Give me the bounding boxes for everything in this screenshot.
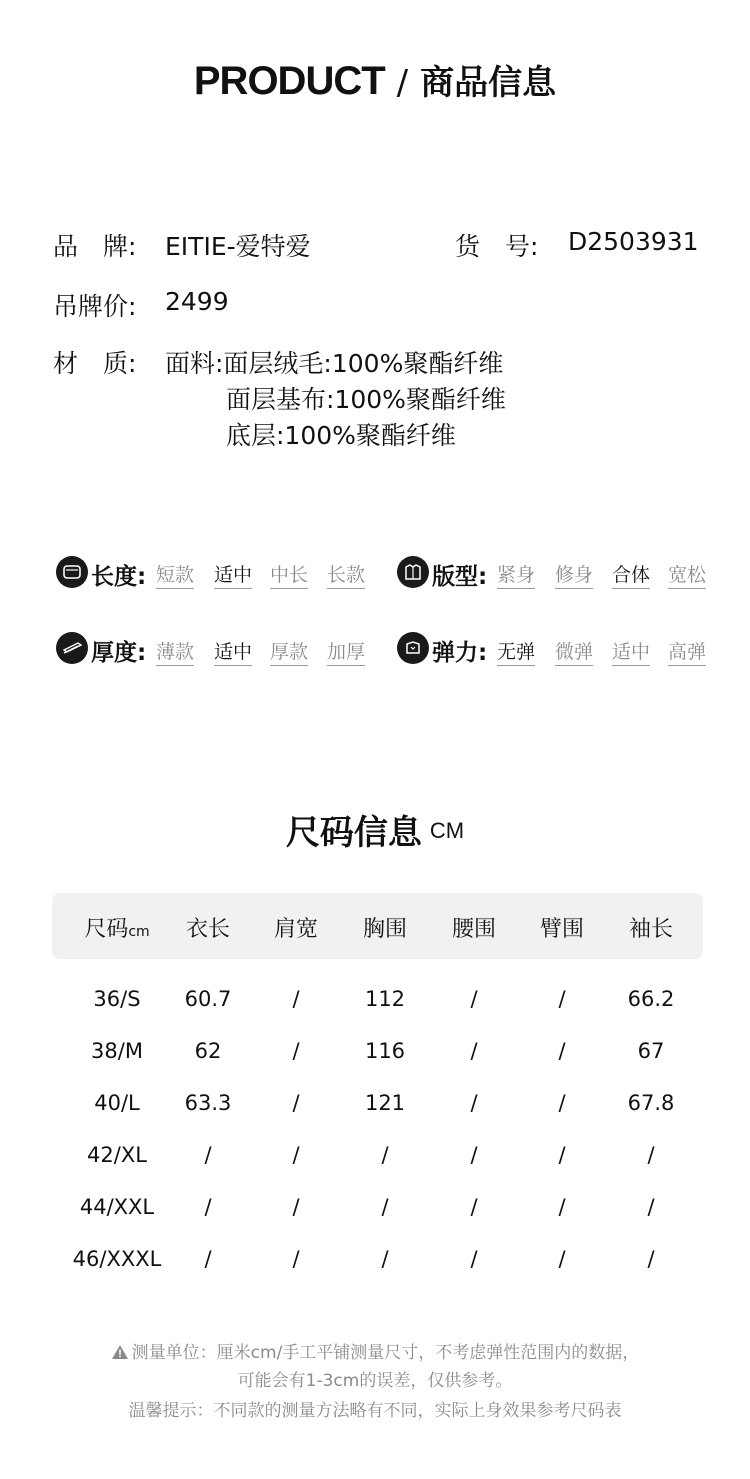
page-title xyxy=(0,55,750,104)
fit-label: 版型: xyxy=(432,564,488,590)
header-label: 腰围 xyxy=(451,917,496,942)
size-table-header-cell xyxy=(512,912,612,943)
thickness-label: 厚度: xyxy=(91,640,147,666)
size-table-cell: / xyxy=(470,1195,478,1219)
title-chinese: 商品信息 xyxy=(420,63,557,103)
header-label: 袖长 xyxy=(628,917,673,942)
title-separator: / xyxy=(396,63,409,103)
size-table-cell: / xyxy=(558,1195,566,1219)
warning-icon xyxy=(111,1344,129,1360)
brand-label: 品 牌: xyxy=(53,232,137,261)
size-table-cell: 121 xyxy=(364,1091,406,1115)
elasticity-icon xyxy=(397,632,429,664)
elasticity-option-high: 高弹 xyxy=(668,637,706,666)
size-table-cell: / xyxy=(558,1247,566,1271)
fit-option-tight: 紧身 xyxy=(497,560,535,589)
size-table-cell: / xyxy=(470,1143,478,1167)
elasticity-option-slight: 微弹 xyxy=(555,637,593,666)
size-table-cell: / xyxy=(558,1143,566,1167)
size-table-header-cell xyxy=(246,912,346,943)
size-table-header-cell xyxy=(335,912,435,943)
material-line-2: 面层基布:100%聚酯纤维 xyxy=(226,385,506,414)
thickness-option-extra-thick: 加厚 xyxy=(327,637,365,666)
size-table-cell: / xyxy=(292,1091,300,1115)
size-table-cell: / xyxy=(647,1247,655,1271)
size-table-header-cell xyxy=(158,912,258,943)
title-english: PRODUCT xyxy=(193,59,385,103)
size-table-cell: / xyxy=(470,1091,478,1115)
header-label: 臂围 xyxy=(539,917,584,942)
fit-option-regular: 合体 xyxy=(612,560,650,589)
length-icon xyxy=(56,556,88,588)
material-label: 材 质: xyxy=(53,349,137,378)
measurement-note xyxy=(0,1338,750,1363)
size-unit: CM xyxy=(429,818,465,843)
size-section-title xyxy=(0,805,750,854)
size-table-cell: / xyxy=(470,1247,478,1271)
fit-icon xyxy=(397,556,429,588)
header-label: 胸围 xyxy=(362,917,407,942)
size-table-cell: / xyxy=(470,1039,478,1063)
size-row-label: 40/L xyxy=(94,1091,140,1115)
length-option-short: 短款 xyxy=(156,560,194,589)
size-table-cell: 63.3 xyxy=(184,1091,232,1115)
thickness-icon xyxy=(56,632,88,664)
thickness-option-thick: 厚款 xyxy=(270,637,308,666)
length-option-long: 长款 xyxy=(327,560,365,589)
header-label: 衣长 xyxy=(185,917,230,942)
size-table-cell: / xyxy=(204,1247,212,1271)
elasticity-option-moderate: 适中 xyxy=(612,637,650,666)
length-option-mid: 中长 xyxy=(270,560,308,589)
sku-value: D2503931 xyxy=(568,227,699,256)
size-table-cell: / xyxy=(558,1091,566,1115)
price-label: 吊牌价: xyxy=(53,292,137,321)
header-label: 肩宽 xyxy=(273,917,318,942)
elasticity-option-none: 无弹 xyxy=(497,637,535,666)
size-table-header-cell xyxy=(424,912,524,943)
thickness-option-regular: 适中 xyxy=(214,637,252,666)
size-row-label: 36/S xyxy=(93,987,141,1011)
size-table-cell: / xyxy=(292,987,300,1011)
size-table-cell: / xyxy=(204,1143,212,1167)
size-table-cell: 66.2 xyxy=(627,987,675,1011)
material-line-3: 底层:100%聚酯纤维 xyxy=(226,421,456,450)
size-table-cell: / xyxy=(292,1039,300,1063)
elasticity-label: 弹力: xyxy=(432,640,488,666)
size-row-label: 46/XXXL xyxy=(72,1247,162,1271)
size-row-label: 44/XXL xyxy=(79,1195,155,1219)
size-table-cell: 67 xyxy=(637,1039,665,1063)
price-value: 2499 xyxy=(165,287,229,316)
size-table-cell: 67.8 xyxy=(627,1091,675,1115)
length-option-regular: 适中 xyxy=(214,560,252,589)
length-label: 长度: xyxy=(91,564,147,590)
thickness-option-thin: 薄款 xyxy=(156,637,194,666)
size-table-cell: / xyxy=(381,1143,389,1167)
note-line-1: 测量单位：厘米cm/手工平铺测量尺寸，不考虑弹性范围内的数据， xyxy=(131,1343,640,1363)
note-line-2: 可能会有1-3cm的误差，仅供参考。 xyxy=(237,1371,513,1391)
size-table-cell: / xyxy=(470,987,478,1011)
size-table-cell: 116 xyxy=(364,1039,406,1063)
size-table-cell: / xyxy=(647,1195,655,1219)
size-table-cell: 112 xyxy=(364,987,406,1011)
size-table-cell: / xyxy=(558,1039,566,1063)
material-line-1: 面料:面层绒毛:100%聚酯纤维 xyxy=(165,349,504,378)
size-row-label: 38/M xyxy=(91,1039,143,1063)
size-table-cell: / xyxy=(204,1195,212,1219)
size-table-cell: / xyxy=(292,1143,300,1167)
header-unit: cm xyxy=(128,924,150,940)
size-table-cell: / xyxy=(381,1195,389,1219)
size-title: 尺码信息 xyxy=(285,813,422,853)
size-table-cell: / xyxy=(558,987,566,1011)
size-row-label: 42/XL xyxy=(87,1143,147,1167)
size-table-header-cell xyxy=(67,912,167,943)
fit-option-slim: 修身 xyxy=(555,560,593,589)
header-label: 尺码 xyxy=(84,917,129,942)
size-table-cell: 60.7 xyxy=(184,987,232,1011)
sku-label: 货 号: xyxy=(455,232,539,261)
size-table-cell: 62 xyxy=(194,1039,222,1063)
size-table-cell: / xyxy=(292,1195,300,1219)
note-line-3: 温馨提示：不同款的测量方法略有不同，实际上身效果参考尺码表 xyxy=(128,1401,622,1421)
size-table-header-cell xyxy=(601,912,701,943)
fit-option-loose: 宽松 xyxy=(668,560,706,589)
size-table-cell: / xyxy=(292,1247,300,1271)
brand-value: EITIE-爱特爱 xyxy=(165,232,311,261)
size-table-cell: / xyxy=(381,1247,389,1271)
size-table-cell: / xyxy=(647,1143,655,1167)
